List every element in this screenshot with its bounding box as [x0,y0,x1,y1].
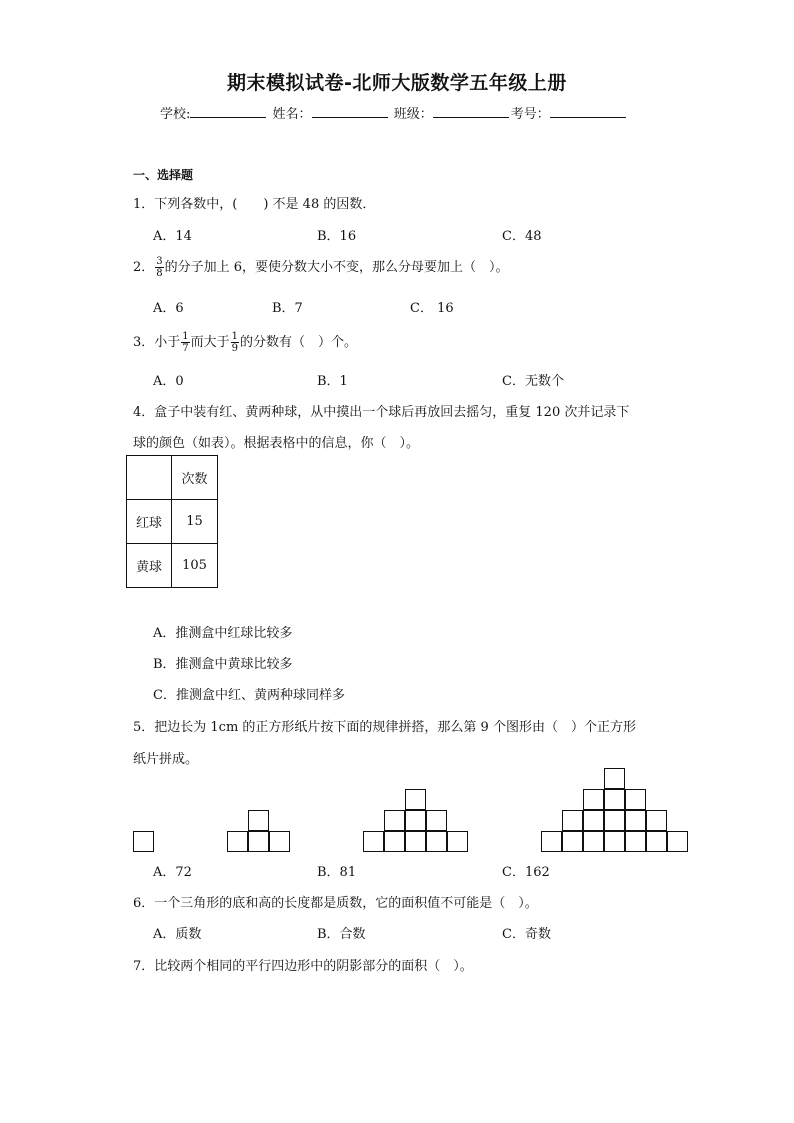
pattern-square [405,831,426,852]
question-5-option-c[interactable]: C．162 [502,865,550,880]
fraction-denominator: 8 [156,268,163,279]
fraction-1-7 [181,331,189,354]
question-2-option-b[interactable]: B．7 [272,301,303,316]
table-row [127,544,218,588]
question-3-prefix: 3．小于 [133,335,181,350]
pattern-square [646,810,667,831]
pattern-square [248,810,269,831]
pattern-square [269,831,290,852]
pattern-square [447,831,468,852]
question-3-suffix: 的分数有（ ）个。 [240,335,358,350]
pattern-square [583,810,604,831]
pattern-square [405,810,426,831]
question-2-option-c[interactable]: C． 16 [410,301,454,316]
pattern-square [604,831,625,852]
question-3-option-a[interactable]: A．0 [153,374,184,389]
pattern-square [405,789,426,810]
page-title: 期末模拟试卷-北师大版数学五年级上册 [227,72,567,94]
question-5-line-2: 纸片拼成。 [133,752,199,767]
question-6-option-b[interactable]: B．合数 [317,927,366,942]
question-3-option-c[interactable]: C．无数个 [502,374,564,389]
pattern-square [426,831,447,852]
question-5-option-a[interactable]: A．72 [153,865,192,880]
fraction-numerator: 1 [182,331,189,342]
pattern-square [604,789,625,810]
fraction-denominator: 9 [231,343,239,354]
ball-count-table [126,455,218,588]
table-cell: 黄球 [127,544,172,588]
table-row [127,456,218,500]
question-7-text: 7．比较两个相同的平行四边形中的阴影部分的面积（ ）。 [133,959,473,974]
question-3-text [133,331,357,354]
question-1-option-c[interactable]: C．48 [502,229,542,244]
section-heading: 一、选择题 [133,168,194,182]
school-label: 学校: [160,107,191,122]
pattern-square [562,810,583,831]
question-6-text: 6．一个三角形的底和高的长度都是质数，它的面积值不可能是（ ）。 [133,896,538,911]
pattern-square [604,810,625,831]
question-4-line-1: 4．盒子中装有红、黄两种球，从中摸出一个球后再放回去摇匀，重复 120 次并记录下 [133,405,630,420]
table-header-cell: 次数 [172,456,218,500]
table-row [127,500,218,544]
pattern-square [426,810,447,831]
pattern-square [625,831,646,852]
question-2-option-a[interactable]: A．6 [153,301,184,316]
question-2-suffix: 的分子加上 6，要使分数大小不变，那么分母要加上（ ）。 [164,260,509,275]
pattern-square [541,831,562,852]
question-3-middle: 而大于 [190,335,230,350]
fraction-denominator: 7 [182,343,189,354]
question-4-option-a[interactable]: A．推测盒中红球比较多 [153,626,293,641]
question-3-option-b[interactable]: B．1 [317,374,348,389]
name-blank[interactable] [312,104,388,118]
table-cell: 105 [172,544,218,588]
pattern-square [625,810,646,831]
fraction-numerator: 1 [231,331,239,342]
pattern-square [384,810,405,831]
pattern-square [625,789,646,810]
pattern-square [133,831,154,852]
question-4-line-2: 球的颜色（如表）。根据表格中的信息，你（ ）。 [133,436,420,451]
pattern-square [667,831,688,852]
class-blank[interactable] [433,104,509,118]
question-6-option-c[interactable]: C．奇数 [502,927,551,942]
fraction-numerator: 3 [156,256,163,267]
pattern-square [384,831,405,852]
pattern-square [227,831,248,852]
pattern-square [363,831,384,852]
question-1-option-b[interactable]: B．16 [317,229,357,244]
question-4-option-c[interactable]: C．推测盒中红、黄两种球同样多 [153,688,345,703]
number-blank[interactable] [550,104,626,118]
table-cell: 红球 [127,500,172,544]
question-6-option-a[interactable]: A．质数 [153,927,202,942]
table-cell: 15 [172,500,218,544]
pattern-square [562,831,583,852]
question-5-line-1: 5．把边长为 1cm 的正方形纸片按下面的规律拼搭，那么第 9 个图形由（ ）个正方形 [133,720,636,735]
school-blank[interactable] [190,104,266,118]
pattern-square [583,831,604,852]
pattern-square [248,831,269,852]
fraction-3-8 [155,256,163,279]
pattern-square [583,789,604,810]
table-header-cell [127,456,172,500]
question-2-text [133,256,509,279]
class-label: 班级： [393,107,433,122]
name-label: 姓名： [272,107,312,122]
question-5-option-b[interactable]: B．81 [317,865,357,880]
question-1-option-a[interactable]: A．14 [153,229,192,244]
question-1-text: 1．下列各数中，( ) 不是 48 的因数． [133,197,376,212]
number-label: 考号： [510,107,550,122]
pattern-square [604,768,625,789]
student-info-line [160,103,628,122]
pattern-square [646,831,667,852]
question-2-prefix: 2． [133,260,155,275]
fraction-1-9 [231,331,239,354]
question-4-option-b[interactable]: B．推测盒中黄球比较多 [153,657,293,672]
